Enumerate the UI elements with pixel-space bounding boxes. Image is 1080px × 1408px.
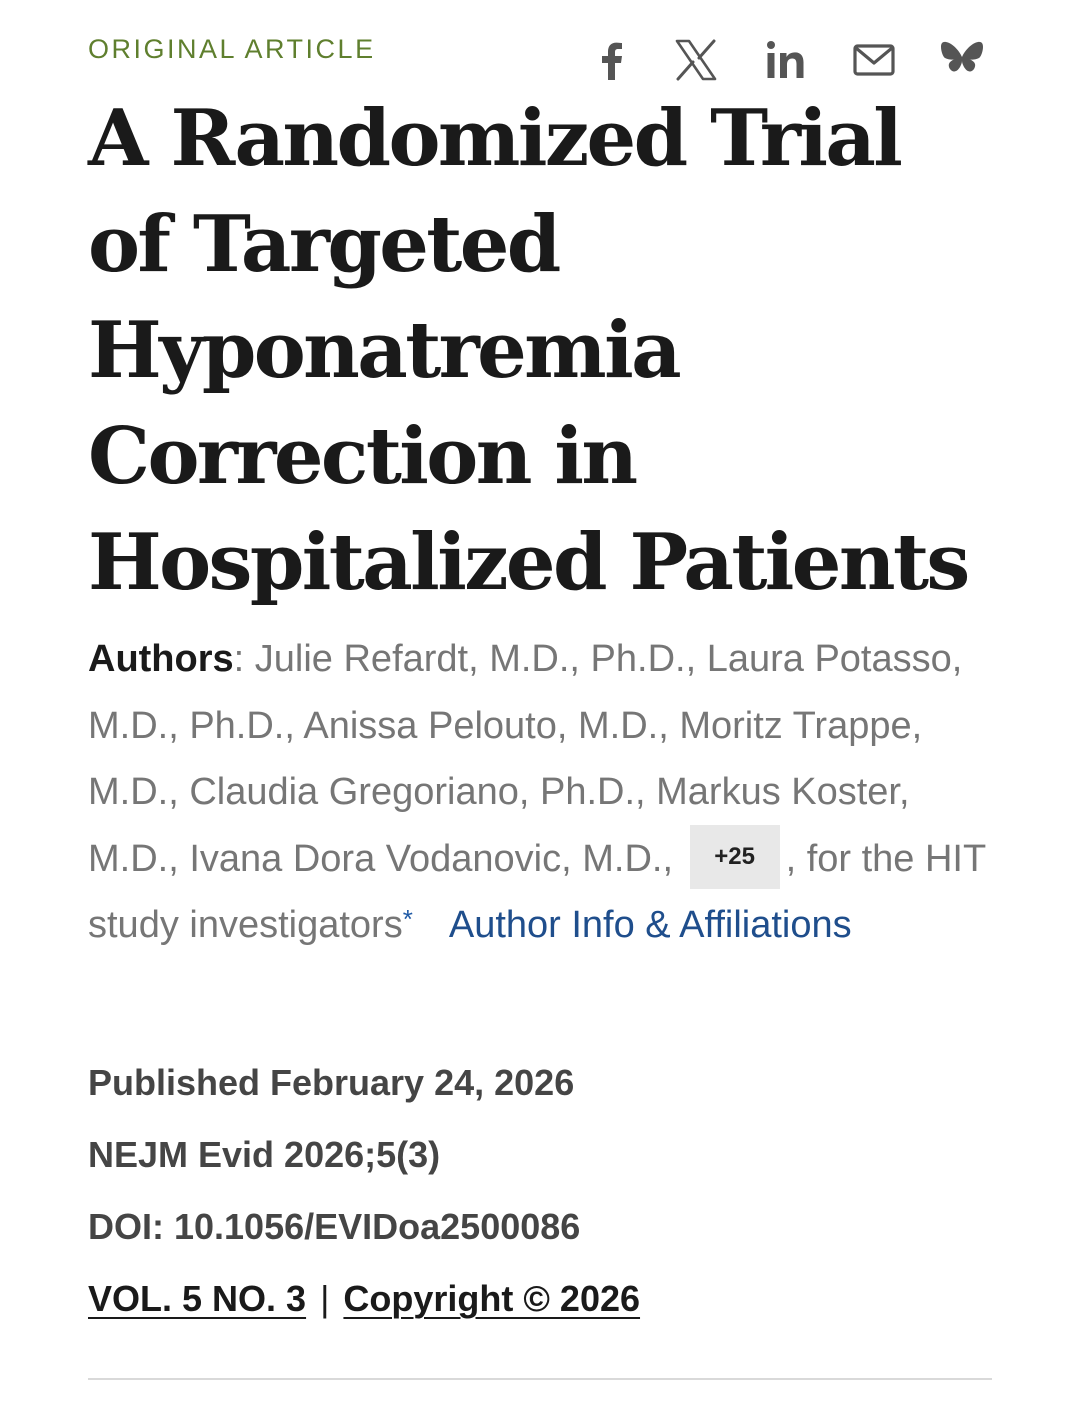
share-toolbar [588,36,992,86]
article-type-label: ORIGINAL ARTICLE [88,34,376,64]
volume-issue-link[interactable]: VOL. 5 NO. 3 [88,1278,307,1319]
bluesky-icon[interactable] [938,36,986,84]
x-icon[interactable] [672,36,720,84]
divider [88,1378,992,1380]
authors-block [88,626,988,959]
email-icon[interactable] [850,36,898,84]
journal-citation: NEJM Evid 2026;5(3) [88,1134,441,1175]
author-info-affiliations-link[interactable]: Author Info & Affiliations [448,904,852,946]
authors-colon: : [233,638,255,680]
linkedin-icon[interactable] [762,36,810,84]
volume-copyright-line [88,1278,992,1320]
facebook-icon[interactable] [588,36,636,84]
authors-list: Julie Refardt, M.D., Ph.D., Laura Potasso, M.D., Ph.D., Anissa Pelouto, M.D., Moritz Trappe, M.D., Claudia Gregoriano, Ph.D., Markus Koster, M.D., Ivana Dora Vodanovic, M.D., [88,638,963,880]
published-date: Published February 24, 2026 [88,1062,575,1103]
authors-label: Authors [88,638,234,680]
study-group-text: , for the HIT study investigators [88,837,986,946]
more-authors-button[interactable]: +25 [690,825,780,889]
doi: DOI: 10.1056/EVIDoa2500086 [88,1206,581,1247]
copyright-link[interactable]: Copyright © 2026 [343,1278,641,1319]
asterisk-icon[interactable]: * [402,904,413,934]
article-title: A Randomized Trial of Targeted Hyponatremia Correction in Hospitalized Patients [88,93,968,608]
separator: | [320,1278,330,1319]
